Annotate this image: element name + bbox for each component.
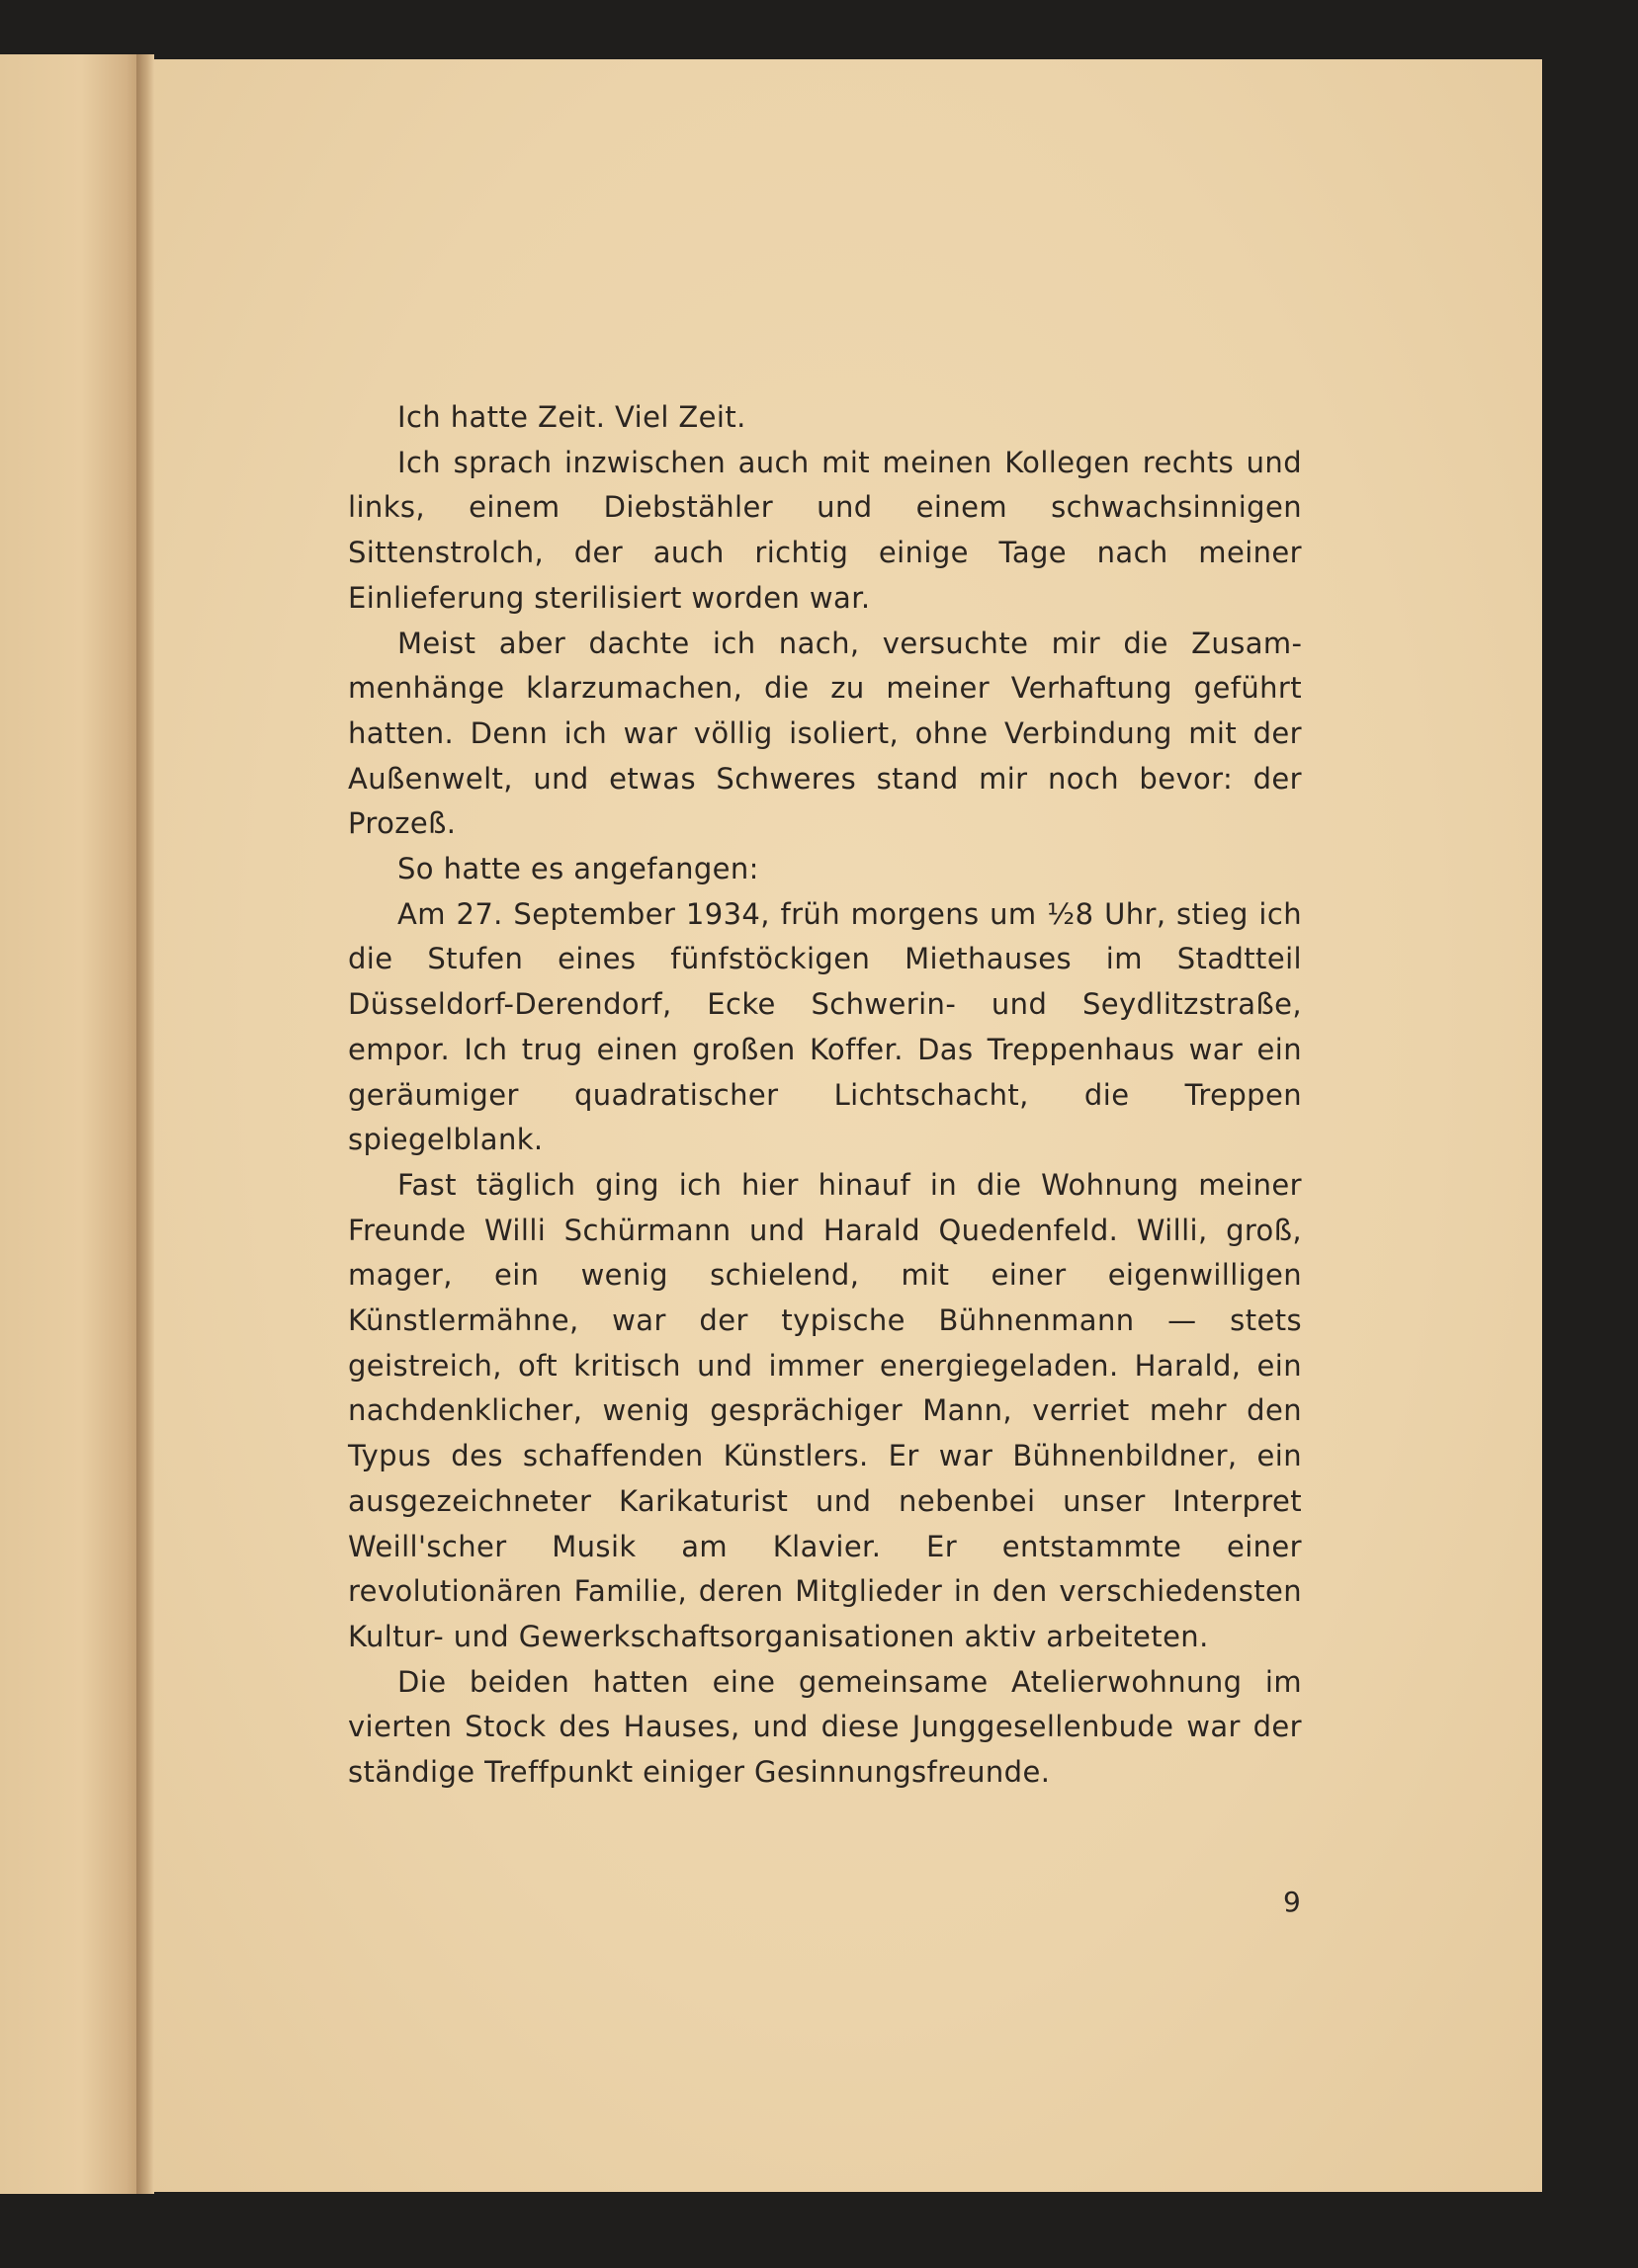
book-gutter	[136, 54, 154, 2194]
paragraph: So hatte es angefangen:	[397, 852, 759, 886]
paragraph: Am 27. September 1934, früh morgens um ½8 Uhr, stieg ich die Stufen eines fünfstöckigen Miethauses im Stadtteil Düsseldorf-Derendorf, Ecke Schwerin- und Seydlitzstraße, empor. Ich trug einen großen Koffer. Das Treppenhaus war ein geräumiger quadratischer Lichtschacht, die Treppen spiegelblank.	[348, 896, 1302, 1157]
paragraph: Meist aber dachte ich nach, versuchte mir die Zusammenhänge klarzumachen, die zu meiner Verhaftung geführt hatten. Denn ich war völlig isoliert, ohne Verbindung mit der Außenwelt, und etwas Schweres stand mir noch bevor: der Prozeß.	[348, 626, 1302, 841]
body-text	[348, 395, 1302, 1796]
page-number: 9	[1283, 1886, 1301, 1918]
paragraph: Fast täglich ging ich hier hinauf in die Wohnung meiner Freunde Willi Schürmann und Harald Quedenfeld. Willi, groß, mager, ein wenig schielend, mit einer eigenwilligen Künstlermähne, war der typische Bühnenmann — stets geistreich, oft kritisch und immer energiegeladen. Harald, ein nachdenklicher, wenig gesprächiger Mann, verriet mehr den Typus des schaffenden Künstlers. Er war Bühnenbildner, ein ausgezeichneter Karikaturist und nebenbei unser Interpret Weill'scher Musik am Klavier. Er entstammte einer revolutionären Familie, deren Mitglieder in den verschiedensten Kultur- und Gewerkschaftsorganisationen aktiv arbeiteten.	[348, 1167, 1302, 1653]
paragraph: Ich hatte Zeit. Viel Zeit.	[397, 400, 746, 434]
paragraph: Die beiden hatten eine gemeinsame Atelierwohnung im vierten Stock des Hauses, und diese Junggesellenbude war der ständige Treffpunkt einiger Gesinnungsfreunde.	[348, 1664, 1302, 1790]
previous-page-edge	[0, 54, 148, 2194]
paragraph: Ich sprach inzwischen auch mit meinen Kollegen rechts und links, einem Diebstähler und einem schwachsinnigen Sittenstrolch, der auch richtig einige Tage nach meiner Einlieferung sterilisiert worden war.	[348, 445, 1302, 615]
